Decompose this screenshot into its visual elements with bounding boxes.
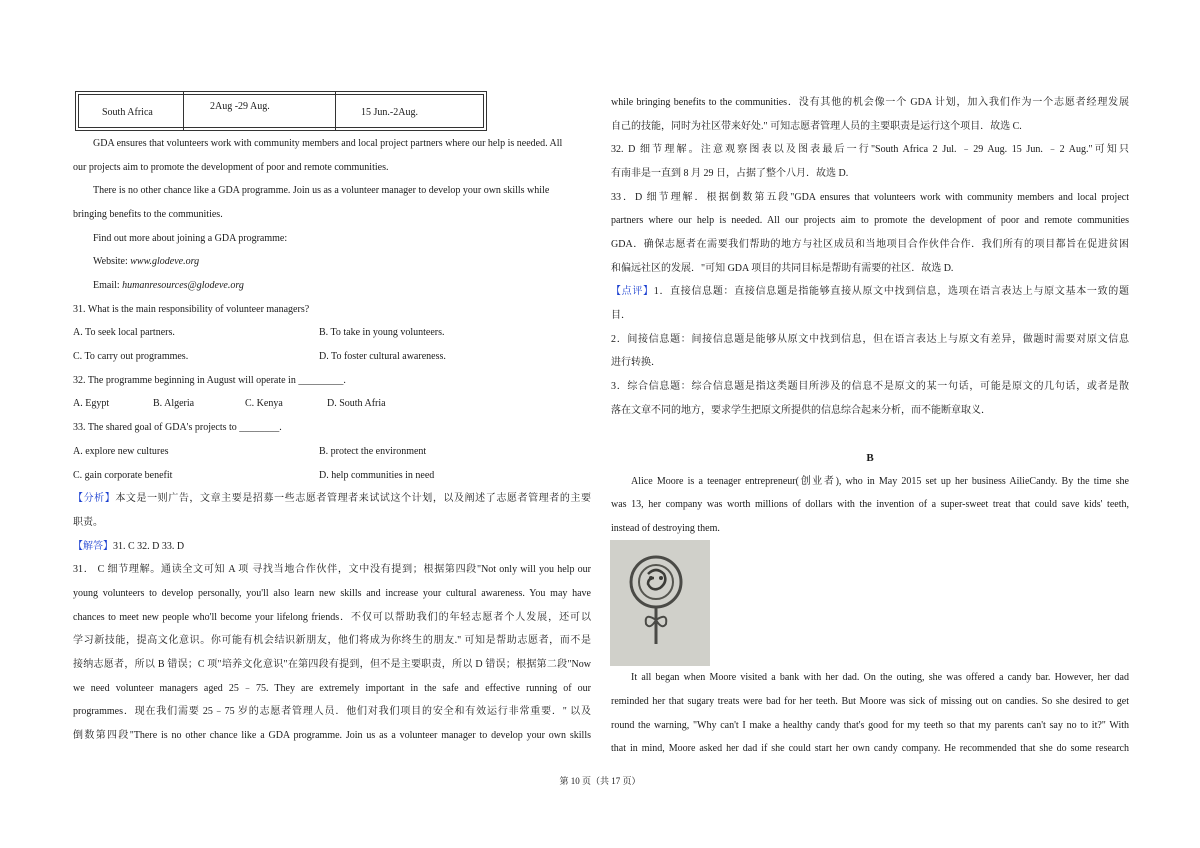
table-cell-dates2 (335, 92, 486, 130)
para-3: Find out more about joining a GDA programme: (93, 233, 288, 244)
right-line-4: 有南非是一直到 8 月 29 日，占据了整个八月．故选 D. (611, 168, 849, 179)
email-line (73, 279, 591, 293)
analysis-tag: 【分析】 (73, 493, 116, 504)
answer-tag: 【解答】 (73, 541, 113, 552)
q31-option-c: C. To carry out programmes. (73, 351, 189, 362)
comment-text: 1．直接信息题：直接信息题是指能够直接从原文中找到信息，选项在语言表达上与原文基本一致的题 (653, 286, 1129, 297)
website-link[interactable]: www.glodeve.org (130, 256, 200, 267)
comment-tag: 【点评】 (611, 286, 654, 297)
analysis-line-2: 职责。 (73, 517, 103, 528)
para-1-line-1: GDA ensures that volunteers work with community members and local project partners where our help is needed. All (93, 138, 563, 149)
q32-option-a: A. Egypt (73, 398, 110, 409)
right-line-8: 和偏远社区的发展．"可知 GDA 项目的共同目标是帮助有需要的社区．故选 D. (611, 263, 954, 274)
analysis-text: 本文是一则广告，文章主要是招募一些志愿者管理者来试试这个计划，以及阐述了志愿者管理者的主要 (115, 493, 591, 504)
email-link[interactable]: humanresources@glodeve.org (122, 280, 244, 291)
lollipop-photo (610, 540, 710, 666)
table-country: South Africa (102, 107, 153, 118)
comment-line-2: 目． (611, 310, 631, 321)
comment-line-5: 3．综合信息题：综合信息题是指这类题目所涉及的信息不是原文的某一句话，可能是原文的几句话，或者是散 (611, 381, 1129, 392)
para-2-line-2: bringing benefits to the communities. (73, 209, 223, 220)
explain-line-5: 接纳志愿者，所以 B 错误；C 项"培养文化意识"在第四段有提到，但不是主要职责，所以 D 错误；根据第二段"Now (73, 659, 591, 670)
right-line-3: 32. D 细节理解。注意观察图表以及图表最后一行"South Africa 2 Jul. ﹣29 Aug. 15 Jun. ﹣2 Aug."可知只 (611, 144, 1129, 155)
passage-b-line-7: that in mind, Moore asked her dad if she could start her own candy company. He recommended that she do some research (611, 743, 1129, 754)
explain-line-6: we need volunteer managers aged 25﹣75. They are extremely important in the safe and effective running of our (73, 683, 591, 694)
question-32: 32. The programme beginning in August will operate in _________. (73, 375, 346, 386)
page-footer: 第 10 页（共 17 页） (559, 776, 641, 786)
right-line-5: 33．D 细节理解．根据倒数第五段"GDA ensures that volunteers work with community members and local project (611, 192, 1129, 203)
comment-line-6: 落在文章不同的地方，要求学生把原文所提供的信息综合起来分析，而不能断章取义． (611, 405, 991, 416)
passage-b-line-5: reminded her that sugary treats were bad for her teeth. But Moore was sick of missing out on candies. So she desired to get (611, 696, 1129, 707)
comment-line-3: 2．间接信息题：间接信息题是能够从原文中找到信息，但在语言表达上与原文有差异，做题时需要对原文信息 (611, 334, 1129, 345)
passage-b-line-2: was 13, her company was worth millions of dollars with the invention of a super-sweet treat that could save kids' teeth, (611, 499, 1129, 510)
analysis-line-1 (73, 492, 591, 506)
right-line-2: 自己的技能，同时为社区带来好处." 可知志愿者管理人员的主要职责是运行这个项目．故选 C. (611, 121, 1022, 132)
para-2-line-1: There is no other chance like a GDA programme. Join us as a volunteer manager to develop your own skills while (93, 185, 550, 196)
comment-line-1 (611, 285, 1129, 299)
table-cell-country (76, 92, 184, 130)
q33-option-c: C. gain corporate benefit (73, 470, 173, 481)
lollipop-icon (610, 540, 710, 666)
email-label: Email: (93, 280, 123, 291)
explain-line-7: programmes．现在我们需要 25﹣75 岁的志愿者管理人员．他们对我们项目的安全和有效运行非常重要．" 以及 (73, 706, 591, 717)
table-cell-dates1 (183, 92, 336, 130)
q33-option-a: A. explore new cultures (73, 446, 169, 457)
passage-b-line-1: Alice Moore is a teenager entrepreneur(创业者), who in May 2015 set up her business AilieCandy. By the time she (631, 476, 1129, 487)
q33-option-d: D. help communities in need (319, 470, 435, 481)
explain-line-4: 学习新技能，提高文化意识。你可能有机会结识新朋友，他们将成为你终生的朋友." 可知是帮助志愿者，而不是 (73, 635, 591, 646)
q31-option-b: B. To take in young volunteers. (319, 327, 445, 338)
table-dates2: 15 Jun.-2Aug. (361, 107, 418, 118)
table-dates1: 2Aug -29 Aug. (210, 101, 270, 112)
passage-b-line-3: instead of destroying them. (611, 523, 720, 534)
explain-line-2: young volunteers to develop personally, you'll also learn new skills and increase your cultural awareness. You may have (73, 588, 591, 599)
answer-line (73, 540, 591, 554)
section-heading-b: B (866, 452, 874, 464)
para-1-line-2: our projects aim to promote the development of poor and remote communities. (73, 162, 389, 173)
explain-line-3: chances to meet new people who'll become your lifelong friends．不仅可以帮助我们的年轻志愿者个人发展，还可以 (73, 612, 591, 623)
comment-line-4: 进行转换． (611, 357, 661, 368)
question-31: 31. What is the main responsibility of volunteer managers? (73, 304, 310, 315)
q31-option-a: A. To seek local partners. (73, 327, 175, 338)
passage-b-line-6: round the warning, "Why can't I make a healthy candy that's good for my teeth so that my parents can't say no to it?" With (611, 720, 1129, 731)
website-label: Website: (93, 256, 131, 267)
q31-option-d: D. To foster cultural awareness. (319, 351, 446, 362)
right-line-1: while bringing benefits to the communities．没有其他的机会像一个 GDA 计划，加入我们作为一个志愿者经理发展 (611, 97, 1129, 108)
right-line-6: partners where our help is needed. All our projects aim to promote the development of poor and remote communities (611, 215, 1129, 226)
q32-option-c: C. Kenya (245, 398, 283, 409)
question-33: 33. The shared goal of GDA's projects to ________. (73, 422, 282, 433)
explain-line-8: 倒数第四段"There is no other chance like a GDA programme. Join us as a volunteer manager to develop your own skills (73, 730, 591, 741)
passage-b-line-4: It all began when Moore visited a bank with her dad. On the outing, she was offered a candy bar. However, her dad (631, 672, 1129, 683)
q32-option-b: B. Algeria (153, 398, 195, 409)
right-line-7: GDA．确保志愿者在需要我们帮助的地方与社区成员和当地项目合作伙伴合作．我们所有的项目都旨在促进贫困 (611, 239, 1129, 250)
explain-line-1: 31． C 细节理解。通读全文可知 A 项 寻找当地合作伙伴，文中没有提到；根据第四段"Not only will you help our (73, 564, 591, 575)
website-line (73, 255, 591, 269)
answer-text: 31. C 32. D 33. D (113, 541, 185, 552)
q32-option-d: D. South Afria (327, 398, 386, 409)
schedule-table (75, 91, 487, 131)
q33-option-b: B. protect the environment (319, 446, 427, 457)
